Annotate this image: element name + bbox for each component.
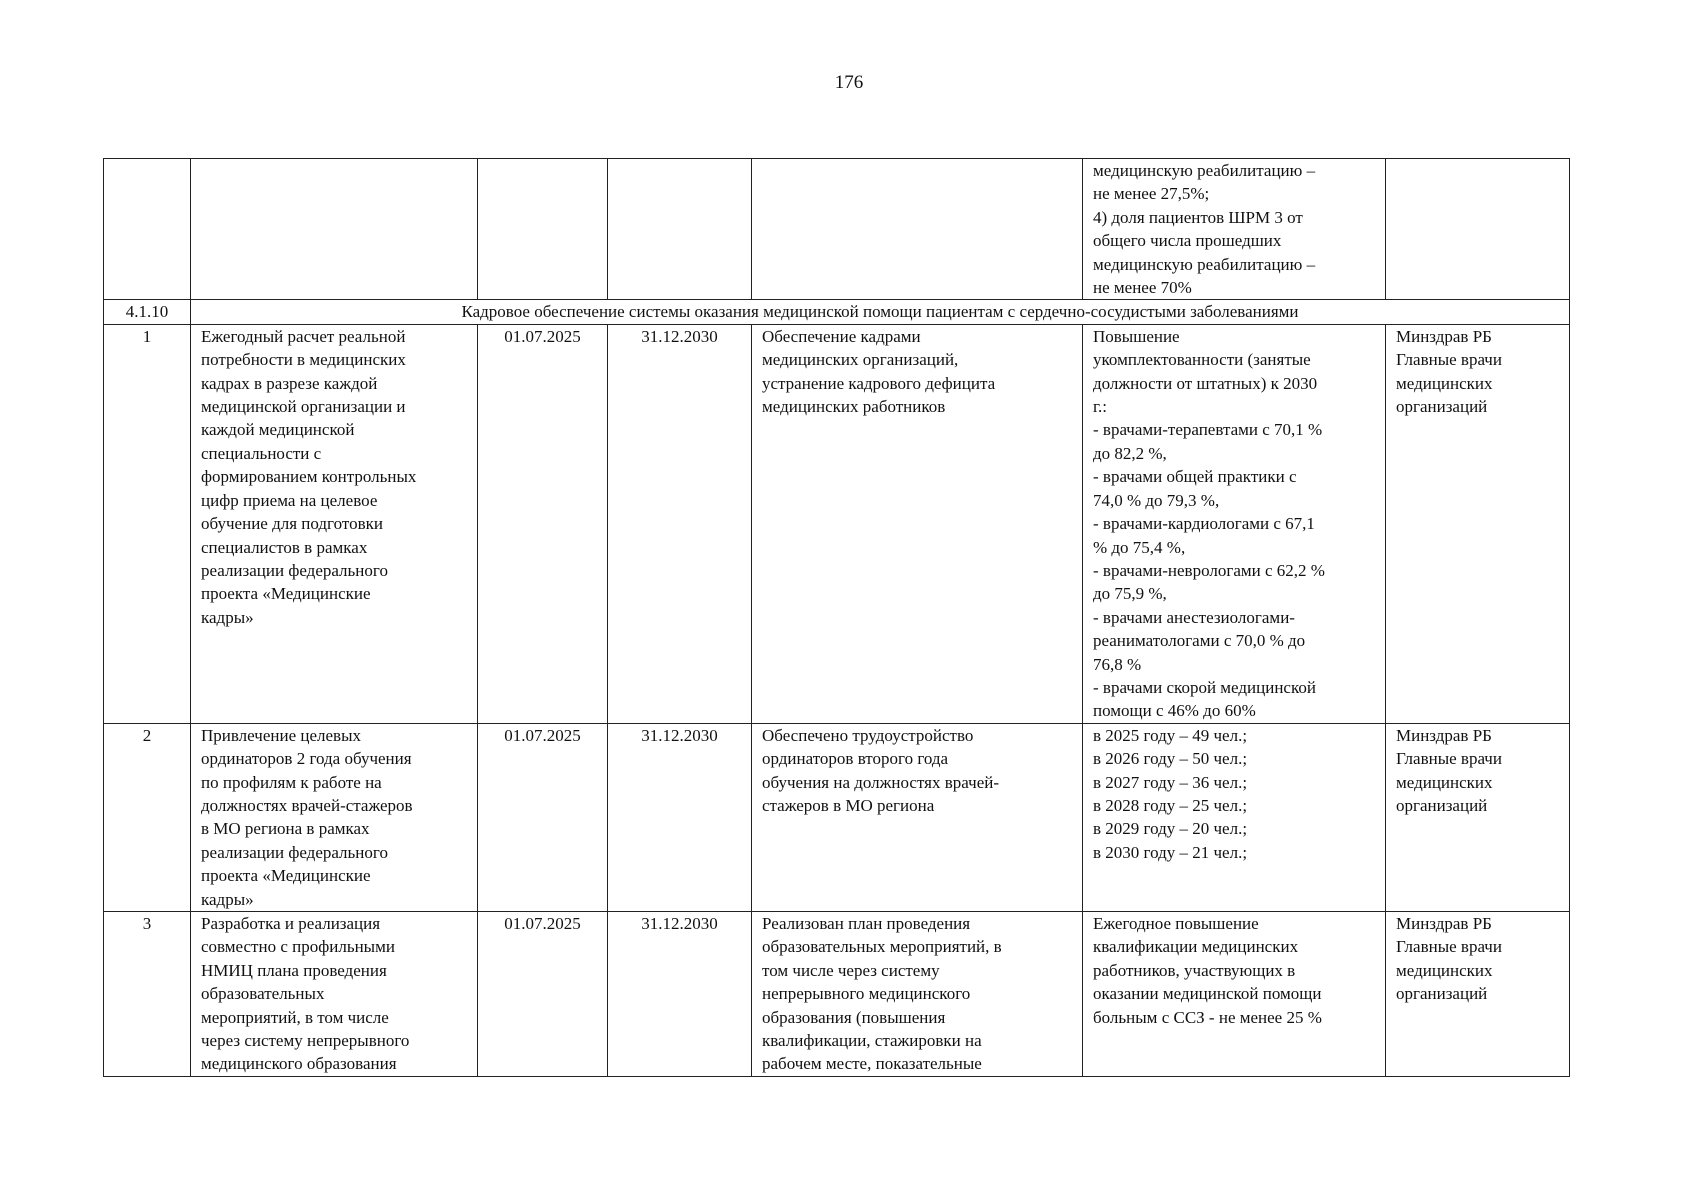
cell-text-line: каждой медицинской	[201, 420, 355, 440]
cell-text-line: Главные врачи	[1396, 749, 1502, 769]
cell-text-line: Обеспечение кадрами	[762, 326, 921, 346]
cell-responsible	[1386, 723, 1570, 911]
cell-text-line: в МО региона в рамках	[201, 819, 370, 839]
cell-result	[752, 324, 1083, 723]
cell-text-line: обучение для подготовки	[201, 514, 383, 534]
cell-text-line: Обеспечено трудоустройство	[762, 725, 974, 745]
cell-text-line: медицинского образования	[201, 1054, 397, 1074]
cell-text-line: по профилям к работе на	[201, 772, 382, 792]
cell-text-line: организаций	[1396, 984, 1488, 1004]
table-row	[104, 723, 1570, 911]
cell-start-date: 01.07.2025	[478, 723, 608, 911]
cell-text-line: квалификации медицинских	[1093, 937, 1299, 957]
cell-text-line: - врачами общей практики с	[1093, 467, 1297, 487]
cell-text-line: не менее 27,5%;	[1093, 184, 1210, 204]
cell-text-line: проекта «Медицинские	[201, 866, 371, 886]
cell-responsible	[1386, 912, 1570, 1077]
cell-text-line: специальности с	[201, 443, 322, 463]
cell-start-date: 01.07.2025	[478, 912, 608, 1077]
cell-text-line: 76,8 %	[1093, 654, 1142, 674]
cell-text-line: укомплектованности (занятые	[1093, 350, 1311, 370]
cell-text-line: мероприятий, в том числе	[201, 1007, 389, 1027]
cell-text-line: - врачами-кардиологами с 67,1	[1093, 514, 1315, 534]
cell-text-line: 74,0 % до 79,3 %,	[1093, 490, 1220, 510]
cell-text-line: в 2026 году – 50 чел.;	[1093, 749, 1248, 769]
cell-text-line: - врачами скорой медицинской	[1093, 677, 1316, 697]
cell-text-line: г.:	[1093, 397, 1108, 417]
cell-text-line: кадры»	[201, 607, 254, 627]
cell-text-line: до 82,2 %,	[1093, 443, 1167, 463]
cell-text-line: цифр приема на целевое	[201, 490, 378, 510]
cell-activity	[191, 723, 478, 911]
cell-num: 1	[104, 324, 191, 723]
cell-text-line: реализации федерального	[201, 842, 388, 862]
cell-text-line: в 2029 году – 20 чел.;	[1093, 819, 1248, 839]
cell-text-line: в 2030 году – 21 чел.;	[1093, 842, 1248, 862]
table-row	[104, 324, 1570, 723]
cell-text-line: обучения на должностях врачей-	[762, 772, 999, 792]
cell-text-line: стажеров в МО региона	[762, 795, 935, 815]
table-row	[104, 912, 1570, 1077]
cell-text-line: Реализован план проведения	[762, 914, 971, 933]
cell-text-line: медицинских организаций,	[762, 350, 959, 370]
cell-end-date: 31.12.2030	[608, 912, 752, 1077]
cell-text-line: реализации федерального	[201, 560, 388, 580]
cell-text-line: образовательных	[201, 984, 325, 1004]
cell-text-line: Минздрав РБ	[1396, 914, 1492, 933]
cell-text-line: медицинских работников	[762, 397, 946, 417]
cell-result	[752, 723, 1083, 911]
cell-text-line: образования (повышения	[762, 1007, 946, 1027]
cell-text-line: медицинских	[1396, 772, 1493, 792]
cell-text-line: медицинскую реабилитацию –	[1093, 161, 1316, 180]
cell-text-line: ординаторов второго года	[762, 749, 949, 769]
cell-text-line: помощи с 46% до 60%	[1093, 701, 1256, 721]
cell-activity	[191, 912, 478, 1077]
cell-num: 3	[104, 912, 191, 1077]
cell-text-line: 4) доля пациентов ШРМ 3 от	[1093, 207, 1303, 227]
cell-text-line: кадрах в разрезе каждой	[201, 373, 378, 393]
cell-text-line: ординаторов 2 года обучения	[201, 749, 412, 769]
cell-text-line: % до 75,4 %,	[1093, 537, 1186, 557]
cell-text-line: в 2027 году – 36 чел.;	[1093, 772, 1248, 792]
cell-text-line: Ежегодное повышение	[1093, 914, 1259, 933]
cell-text-line: в 2025 году – 49 чел.;	[1093, 725, 1248, 745]
section-title: Кадровое обеспечение системы оказания медицинской помощи пациентам с сердечно-сосудистыми заболеваниями	[191, 300, 1570, 324]
cell-text-line: организаций	[1396, 397, 1488, 417]
cell-text-line: проекта «Медицинские	[201, 584, 371, 604]
cell-text-line: квалификации, стажировки на	[762, 1031, 982, 1051]
cell-text-line: Разработка и реализация	[201, 914, 381, 933]
cell-text-line: Привлечение целевых	[201, 725, 361, 745]
cell-end	[608, 159, 752, 300]
cell-text-line: Минздрав РБ	[1396, 725, 1492, 745]
cell-text-line: - врачами-терапевтами с 70,1 %	[1093, 420, 1323, 440]
cell-indicator	[1083, 324, 1386, 723]
cell-text-line: в 2028 году – 25 чел.;	[1093, 795, 1248, 815]
cell-text-line: Минздрав РБ	[1396, 326, 1492, 346]
cell-text-line: оказании медицинской помощи	[1093, 984, 1322, 1004]
section-number: 4.1.10	[104, 300, 191, 324]
cell-text-line: устранение кадрового дефицита	[762, 373, 996, 393]
cell-text-line: Главные врачи	[1396, 937, 1502, 957]
cell-text-line: формированием контрольных	[201, 467, 417, 487]
cell-text-line: организаций	[1396, 795, 1488, 815]
cell-activity	[191, 324, 478, 723]
cell-activity	[191, 159, 478, 300]
cell-text-line: больным с ССЗ - не менее 25 %	[1093, 1007, 1322, 1027]
cell-responsible	[1386, 324, 1570, 723]
cell-start	[478, 159, 608, 300]
cell-indicator	[1083, 159, 1386, 300]
cell-text-line: непрерывного медицинского	[762, 984, 971, 1004]
cell-end-date: 31.12.2030	[608, 324, 752, 723]
cell-text-line: кадры»	[201, 889, 254, 909]
cell-text-line: работников, участвующих в	[1093, 960, 1296, 980]
cell-text-line: медицинских	[1396, 960, 1493, 980]
cell-text-line: должности от штатных) к 2030	[1093, 373, 1318, 393]
cell-text-line: - врачами-неврологами с 62,2 %	[1093, 560, 1325, 580]
section-row	[104, 300, 1570, 324]
cell-text-line: медицинской организации и	[201, 397, 406, 417]
cell-text-line: реаниматологами с 70,0 % до	[1093, 631, 1306, 651]
cell-text-line: медицинских	[1396, 373, 1493, 393]
cell-num	[104, 159, 191, 300]
cell-text-line: Ежегодный расчет реальной	[201, 326, 406, 346]
page-number: 176	[834, 72, 864, 93]
cell-text-line: НМИЦ плана проведения	[201, 960, 387, 980]
cell-result	[752, 912, 1083, 1077]
cell-num: 2	[104, 723, 191, 911]
cell-text-line: потребности в медицинских	[201, 350, 406, 370]
cell-text-line: Главные врачи	[1396, 350, 1502, 370]
cell-end-date: 31.12.2030	[608, 723, 752, 911]
cell-text-line: - врачами анестезиологами-	[1093, 607, 1295, 627]
cell-text-line: должностях врачей-стажеров	[201, 795, 413, 815]
activities-table	[103, 158, 1570, 1077]
cell-start-date: 01.07.2025	[478, 324, 608, 723]
cell-text-line: Повышение	[1093, 326, 1180, 346]
cell-responsible	[1386, 159, 1570, 300]
cell-text-line: рабочем месте, показательные	[762, 1054, 982, 1074]
cell-text-line: не менее 70%	[1093, 278, 1192, 298]
cell-text-line: специалистов в рамках	[201, 537, 368, 557]
cell-text-line: совместно с профильными	[201, 937, 395, 957]
cell-text-line: медицинскую реабилитацию –	[1093, 254, 1316, 274]
cell-text-line: через систему непрерывного	[201, 1031, 410, 1051]
continuation-row	[104, 159, 1570, 300]
cell-text-line: том числе через систему	[762, 960, 940, 980]
cell-text-line: до 75,9 %,	[1093, 584, 1167, 604]
cell-result	[752, 159, 1083, 300]
cell-text-line: образовательных мероприятий, в	[762, 937, 1002, 957]
cell-indicator	[1083, 723, 1386, 911]
cell-indicator	[1083, 912, 1386, 1077]
cell-text-line: общего числа прошедших	[1093, 231, 1282, 251]
